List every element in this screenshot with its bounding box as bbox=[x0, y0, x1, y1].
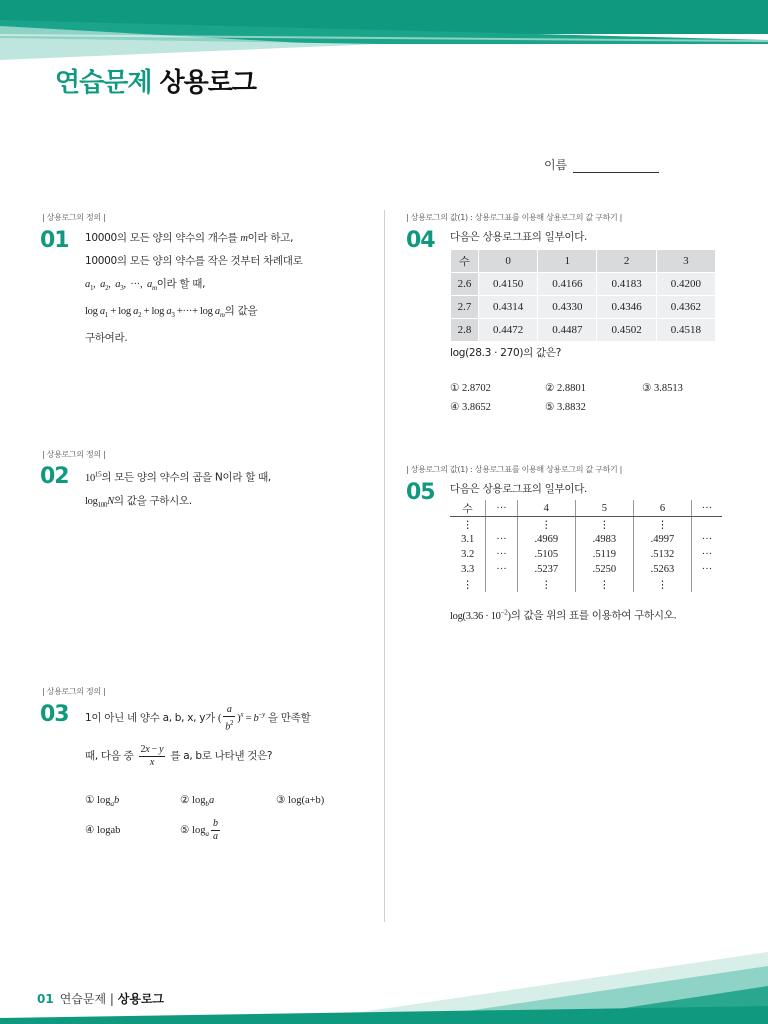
q3-line2-b: 를 a, b로 나타낸 것은? bbox=[170, 749, 273, 762]
q5-cell bbox=[692, 517, 723, 533]
footer-separator: | bbox=[109, 992, 114, 1006]
q4-question: log(28.3 · 270)의 값은? bbox=[450, 347, 561, 359]
table-row bbox=[451, 319, 716, 342]
table-row bbox=[450, 547, 722, 562]
q4-choice-1[interactable]: ① 2.8702 bbox=[450, 383, 491, 394]
q1-var-m: m bbox=[240, 233, 248, 244]
q5-question-suffix: 의 값을 위의 표를 이용하여 구하시오. bbox=[510, 609, 677, 622]
q5-question bbox=[450, 601, 677, 628]
q4-cell: 0.4472 bbox=[478, 319, 537, 342]
q3-line2-a: 때, 다음 중 bbox=[85, 749, 134, 762]
q2-number: 02 bbox=[40, 464, 69, 489]
q5-cell: ⋮ bbox=[575, 577, 633, 592]
title-topic: 상용로그 bbox=[159, 68, 256, 98]
q4-table-header bbox=[451, 250, 716, 273]
footer-number: 01 bbox=[37, 992, 54, 1006]
q5-header-cell: 5 bbox=[575, 500, 633, 517]
q4-header-cell: 1 bbox=[538, 250, 597, 273]
q3-equation: ( $\frac{a}{b^2}$ )$^x = b^{-y}$ bbox=[218, 704, 265, 733]
q3-choice-5[interactable]: ⑤ $\log_a$ $\frac{b}{a}$ bbox=[180, 818, 218, 842]
q4-cell: 0.4183 bbox=[597, 273, 656, 296]
q5-cell: .4983 bbox=[575, 532, 633, 547]
q5-cell: 3.1 bbox=[450, 532, 486, 547]
q2-body bbox=[85, 463, 365, 517]
q3-number: 03 bbox=[40, 702, 69, 727]
column-divider bbox=[384, 210, 385, 922]
name-label: 이름 bbox=[544, 158, 568, 172]
q4-cell: 0.4362 bbox=[656, 296, 715, 319]
q1-line5: 구하여라. bbox=[85, 332, 128, 345]
q4-header-cell: 수 bbox=[451, 250, 479, 273]
q1-tag: | 상용로그의 정의 | bbox=[42, 213, 106, 222]
q4-cell: 0.4166 bbox=[538, 273, 597, 296]
q4-cell: 0.4346 bbox=[597, 296, 656, 319]
footer-topic: 상용로그 bbox=[117, 992, 165, 1006]
q5-cell bbox=[486, 517, 517, 533]
title-section: 연습문제 bbox=[55, 68, 152, 98]
table-row bbox=[450, 517, 722, 533]
q5-header-cell: 6 bbox=[633, 500, 691, 517]
table-row bbox=[450, 532, 722, 547]
q4-cell: 0.4502 bbox=[597, 319, 656, 342]
q5-cell: ··· bbox=[486, 562, 517, 577]
q1-line4-suffix: 의 값을 bbox=[224, 305, 258, 318]
q3-fraction: $\frac{2x - y}{x}$ bbox=[140, 744, 164, 768]
q5-cell: ··· bbox=[486, 532, 517, 547]
q3-line1-b: 을 만족할 bbox=[267, 712, 311, 725]
q1-body bbox=[85, 227, 365, 350]
q5-table-header bbox=[450, 500, 722, 517]
q4-tag: | 상용로그의 값(1) : 상용로그표를 이용해 상용로그의 값 구하기 | bbox=[406, 213, 623, 222]
q5-cell: .4969 bbox=[517, 532, 575, 547]
q5-cell: ··· bbox=[701, 564, 713, 575]
name-blank-line bbox=[573, 160, 659, 173]
q4-choice-3[interactable]: ③ 3.8513 bbox=[642, 383, 683, 394]
q5-cell: .5237 bbox=[517, 562, 575, 577]
table-row bbox=[451, 273, 716, 296]
q5-cell: .5250 bbox=[575, 562, 633, 577]
q3-choice-3[interactable]: ③ log(a+b) bbox=[276, 795, 325, 806]
q5-cell: ⋮ bbox=[517, 577, 575, 592]
q5-number: 05 bbox=[406, 480, 435, 505]
q4-choice-5[interactable]: ⑤ 3.8832 bbox=[545, 402, 586, 413]
q4-choice-2[interactable]: ② 2.8801 bbox=[545, 383, 586, 394]
footer-banner bbox=[0, 934, 768, 1024]
header-banner bbox=[0, 0, 768, 70]
q5-header-cell: 수 bbox=[450, 500, 486, 517]
q5-header-cell: ··· bbox=[692, 500, 723, 517]
q5-cell: ··· bbox=[701, 534, 713, 545]
q5-cell bbox=[486, 577, 517, 592]
q3-line1-a: 1이 아닌 네 양수 a, b, x, y가 bbox=[85, 712, 215, 725]
q5-cell: ⋮ bbox=[633, 577, 691, 592]
q3-choice-4[interactable]: ④ logab bbox=[85, 825, 121, 836]
q5-header-cell: ··· bbox=[486, 500, 517, 517]
q4-cell: 0.4150 bbox=[478, 273, 537, 296]
footer-section: 연습문제 bbox=[59, 992, 107, 1006]
table-row bbox=[450, 562, 722, 577]
table-row bbox=[450, 577, 722, 592]
q1-sequence: $a_1$, $a_2$, $a_3$, ···, $a_m$ bbox=[85, 279, 157, 293]
q5-cell: .4997 bbox=[633, 532, 691, 547]
q1-line3-suffix: 이라 할 때, bbox=[156, 278, 206, 290]
footer-label bbox=[37, 990, 164, 1007]
q3-choice-2[interactable]: ② $\log_ba$ bbox=[180, 795, 215, 809]
q5-cell: .5105 bbox=[517, 547, 575, 562]
q5-log-expr: $\log(3.36 \cdot 10^{-2})$ bbox=[450, 608, 511, 622]
q3-choice-1[interactable]: ① $\log_ab$ bbox=[85, 795, 120, 809]
q1-line1-a: 10000의 모든 양의 약수의 개수를 bbox=[85, 232, 241, 244]
q5-cell: ··· bbox=[701, 549, 713, 560]
q4-cell: 2.8 bbox=[451, 319, 479, 342]
q4-choice-4[interactable]: ④ 3.8652 bbox=[450, 402, 491, 413]
q4-cell: 2.7 bbox=[451, 296, 479, 319]
q3-tag: | 상용로그의 정의 | bbox=[42, 687, 106, 696]
q4-cell: 0.4200 bbox=[656, 273, 715, 296]
table-row bbox=[451, 296, 716, 319]
q4-header-cell: 0 bbox=[478, 250, 537, 273]
q5-cell: ··· bbox=[486, 547, 517, 562]
q5-cell: ⋮ bbox=[450, 577, 486, 592]
q5-intro: 다음은 상용로그표의 일부이다. bbox=[450, 483, 588, 495]
q4-header-cell: 3 bbox=[656, 250, 715, 273]
q4-intro: 다음은 상용로그표의 일부이다. bbox=[450, 231, 588, 243]
q5-cell: .5263 bbox=[633, 562, 691, 577]
page-title bbox=[55, 62, 256, 99]
q2-log-expr: $\log_{100}N$ bbox=[85, 495, 114, 509]
q4-cell: 0.4330 bbox=[538, 296, 597, 319]
q4-cell: 2.6 bbox=[451, 273, 479, 296]
q4-cell: 0.4518 bbox=[656, 319, 715, 342]
q5-cell: 3.2 bbox=[450, 547, 486, 562]
q2-tag: | 상용로그의 정의 | bbox=[42, 450, 106, 459]
q3-body bbox=[85, 704, 375, 769]
q5-cell: ⋮ bbox=[575, 517, 633, 533]
q5-cell: 3.3 bbox=[450, 562, 486, 577]
name-field bbox=[544, 156, 659, 173]
q5-cell: ⋮ bbox=[517, 517, 575, 533]
q5-cell: .5132 bbox=[633, 547, 691, 562]
q5-cell: ⋮ bbox=[633, 517, 691, 533]
q2-power: $10^{15}$ bbox=[85, 470, 102, 484]
q2-line1: 의 모든 양의 약수의 곱을 N이라 할 때, bbox=[101, 471, 271, 484]
q4-log-table bbox=[450, 249, 716, 342]
q1-line1-b: 이라 하고, bbox=[247, 232, 294, 244]
q5-log-table bbox=[450, 500, 722, 592]
q4-header-cell: 2 bbox=[597, 250, 656, 273]
q5-tag: | 상용로그의 값(1) : 상용로그표를 이용해 상용로그의 값 구하기 | bbox=[406, 465, 623, 474]
q4-number: 04 bbox=[406, 228, 435, 253]
q5-cell: .5119 bbox=[575, 547, 633, 562]
q1-line2: 10000의 모든 양의 약수를 작은 것부터 차례대로 bbox=[85, 255, 303, 267]
q5-header-cell: 4 bbox=[517, 500, 575, 517]
q5-cell: ⋮ bbox=[450, 517, 486, 533]
q5-cell bbox=[692, 577, 723, 592]
q2-line2: 의 값을 구하시오. bbox=[113, 494, 192, 507]
q4-cell: 0.4487 bbox=[538, 319, 597, 342]
q1-number: 01 bbox=[40, 228, 69, 253]
q4-cell: 0.4314 bbox=[478, 296, 537, 319]
q1-log-sum: $\log a_1 + \log a_2 + \log a_3$ +···+ $\log a_m$ bbox=[85, 306, 225, 320]
